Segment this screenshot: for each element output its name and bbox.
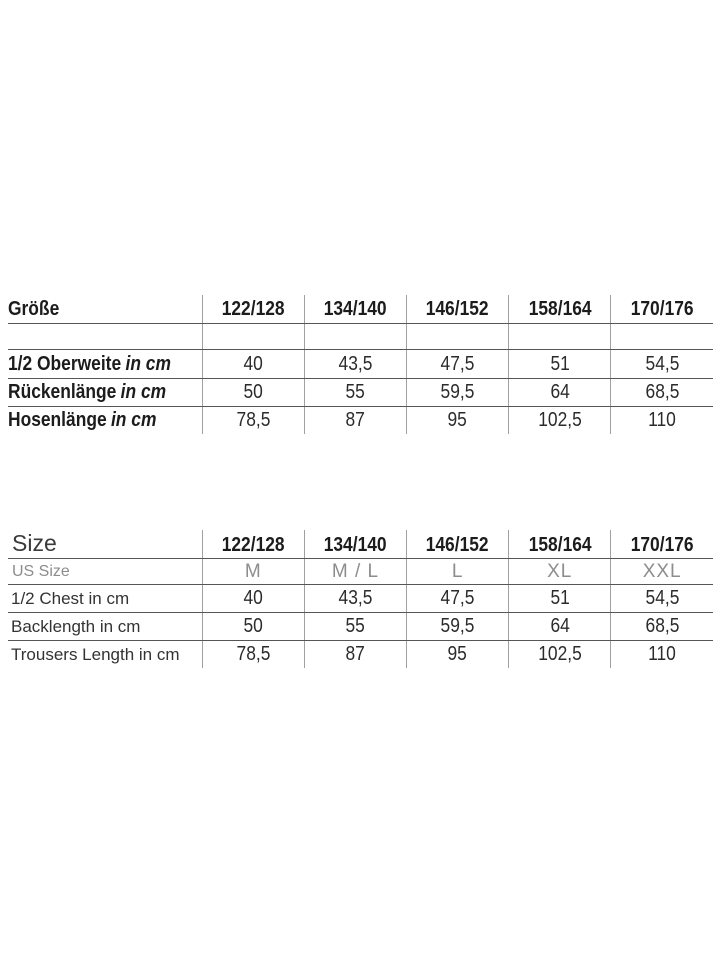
row-label: Rückenlänge (8, 381, 117, 403)
value-cell: 78,5 (202, 407, 304, 435)
header-cell (509, 295, 611, 324)
size-column-header: 146/152 (426, 297, 490, 320)
value-cell: 59,5 (407, 613, 509, 641)
value-cell: 64 (509, 379, 611, 407)
value-cell: 54,5 (611, 585, 713, 613)
value-cell: 110 (611, 407, 713, 435)
row-unit: in cm (110, 409, 157, 431)
table-en-header-row (8, 530, 713, 559)
us-size-label: US Size (12, 562, 70, 580)
header-cell (202, 530, 304, 559)
size-column-header: 122/128 (221, 297, 285, 320)
row-label: Backlength in cm (11, 616, 141, 636)
row-label: Trousers Length in cm (11, 644, 180, 664)
row-label: 1/2 Oberweite (8, 352, 122, 375)
header-cell (304, 530, 406, 559)
table-de-title-cell (8, 295, 202, 324)
value-cell: 78,5 (202, 641, 304, 669)
value-cell: 54,5 (611, 350, 713, 379)
row-label: 1/2 Chest in cm (11, 588, 130, 608)
size-column-header: 134/140 (324, 534, 387, 556)
value-cell: 55 (304, 379, 406, 407)
header-cell (407, 295, 509, 324)
spacer-row (8, 324, 713, 350)
value-cell: 40 (202, 350, 304, 379)
table-en-title: Size (12, 530, 57, 556)
us-size-cell: M / L (304, 559, 406, 585)
header-cell (611, 530, 713, 559)
row-label-cell (8, 585, 202, 613)
value-cell: 43,5 (304, 585, 406, 613)
header-cell (509, 530, 611, 559)
row-label-cell (8, 641, 202, 669)
us-size-cell: XL (509, 559, 611, 585)
value-cell: 68,5 (611, 613, 713, 641)
value-cell: 50 (202, 613, 304, 641)
row-unit: in cm (120, 381, 167, 403)
value-cell: 87 (304, 407, 406, 435)
header-cell (202, 295, 304, 324)
value-cell: 55 (304, 613, 406, 641)
size-column-header: 158/164 (528, 534, 592, 556)
size-column-header: 170/176 (630, 534, 694, 556)
row-label-cell (8, 379, 202, 407)
value-cell: 95 (407, 407, 509, 435)
row-label-cell (8, 407, 202, 435)
table-de-title: Größe (8, 297, 60, 320)
size-table-german (8, 295, 713, 434)
row-label-cell (8, 559, 202, 585)
value-cell: 43,5 (304, 350, 406, 379)
size-column-header: 146/152 (426, 534, 490, 556)
value-cell: 50 (202, 379, 304, 407)
table-row (8, 613, 713, 641)
value-cell: 95 (407, 641, 509, 669)
table-row (8, 407, 713, 435)
header-cell (611, 295, 713, 324)
table-en-title-cell (8, 530, 202, 559)
header-cell (304, 295, 406, 324)
value-cell: 102,5 (509, 641, 611, 669)
value-cell: 51 (509, 350, 611, 379)
size-column-header: 158/164 (528, 297, 592, 320)
us-size-cell: XXL (611, 559, 713, 585)
value-cell: 40 (202, 585, 304, 613)
row-label-cell (8, 350, 202, 379)
row-label: Hosenlänge (8, 409, 107, 431)
row-unit: in cm (125, 352, 171, 375)
table-row (8, 379, 713, 407)
value-cell: 64 (509, 613, 611, 641)
size-column-header: 122/128 (221, 534, 285, 556)
value-cell: 47,5 (407, 350, 509, 379)
size-table-english (8, 530, 713, 668)
table-de-header-row (8, 295, 713, 324)
value-cell: 87 (304, 641, 406, 669)
header-cell (407, 530, 509, 559)
value-cell: 51 (509, 585, 611, 613)
row-label-cell (8, 613, 202, 641)
size-column-header: 170/176 (630, 297, 694, 320)
value-cell: 59,5 (407, 379, 509, 407)
table-row (8, 350, 713, 379)
size-column-header: 134/140 (324, 297, 387, 320)
table-row (8, 641, 713, 669)
table-row (8, 585, 713, 613)
value-cell: 110 (611, 641, 713, 669)
value-cell: 47,5 (407, 585, 509, 613)
us-size-row (8, 559, 713, 585)
value-cell: 102,5 (509, 407, 611, 435)
us-size-cell: L (407, 559, 509, 585)
us-size-cell: M (202, 559, 304, 585)
value-cell: 68,5 (611, 379, 713, 407)
